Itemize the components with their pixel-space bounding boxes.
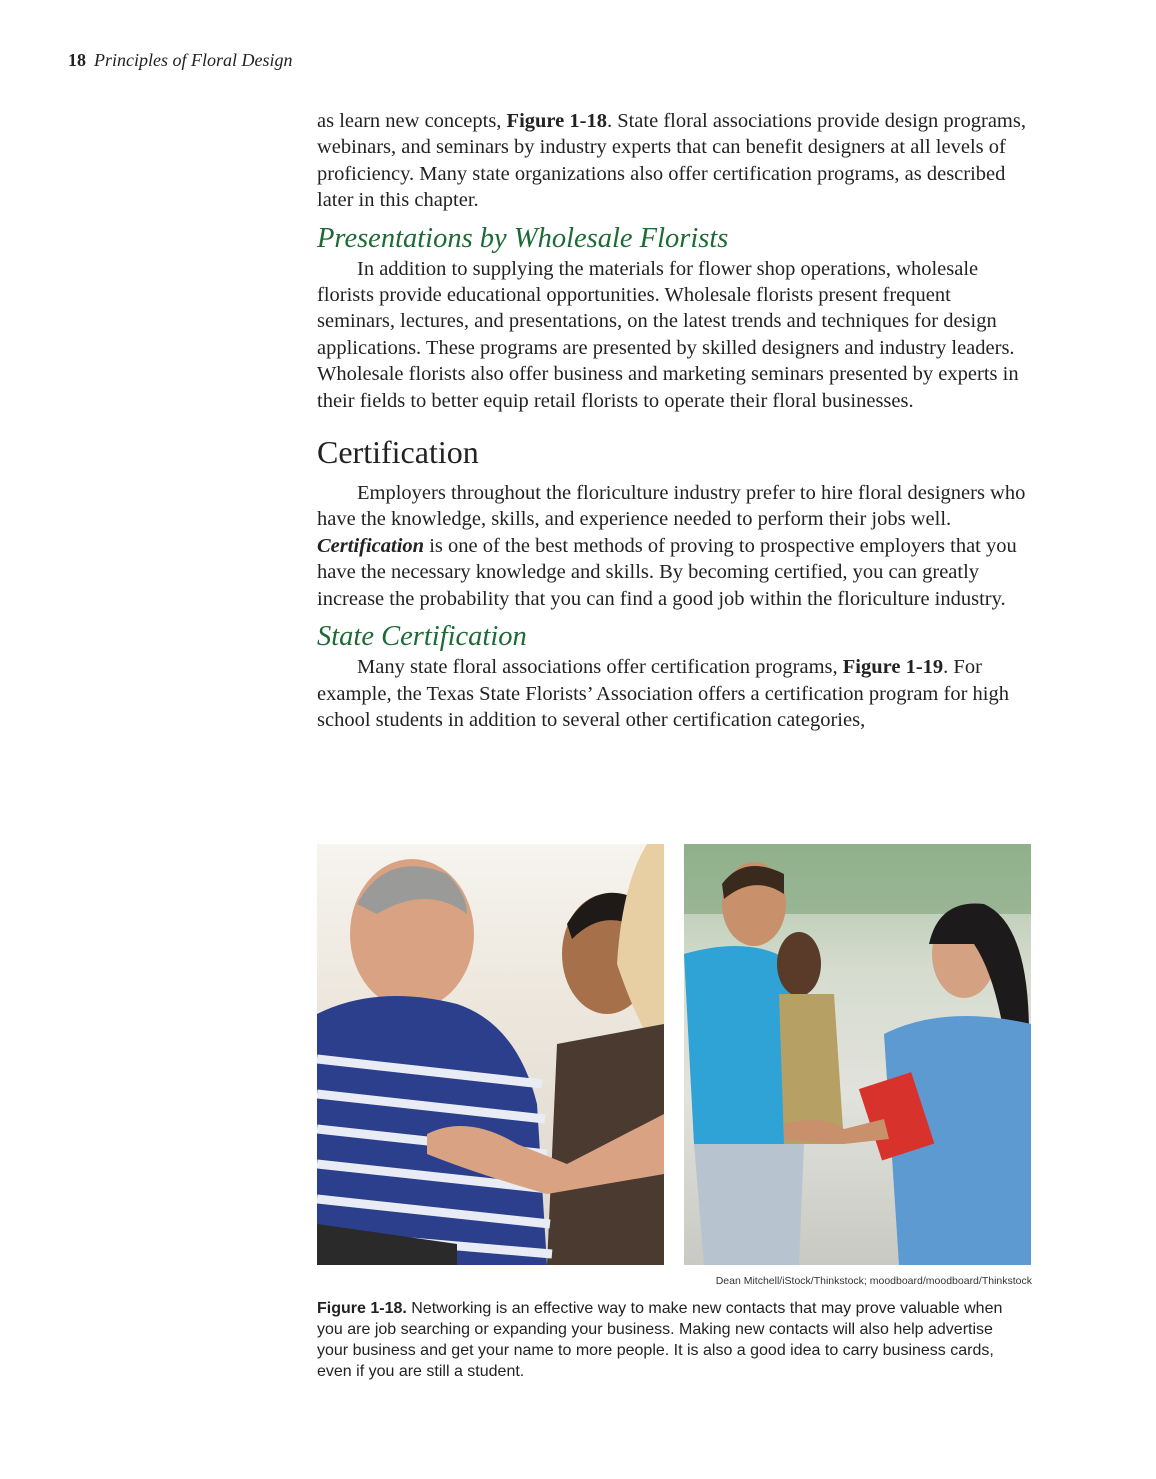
page-number: 18 xyxy=(68,50,86,70)
running-head xyxy=(68,50,292,71)
text: Many state floral associations offer certification programs, xyxy=(357,656,843,679)
book-title: Principles of Floral Design xyxy=(94,50,293,70)
figure-caption xyxy=(317,1298,1017,1382)
intro-paragraph xyxy=(317,108,1033,214)
certification-paragraph xyxy=(317,480,1033,612)
text: as learn new concepts, xyxy=(317,110,507,132)
text: . State floral associations provide design programs, webinars, and seminars by industry experts that can benefit designers at all levels of proficiency. Many state organizations also offer certification programs, as described later in this chapter. xyxy=(317,110,1026,212)
text: . For example, the Texas State Florists’ Association offers a certification program for high school students in addition to several other certification categories, xyxy=(317,656,1009,731)
section-heading-certification: Certification xyxy=(317,434,479,471)
photo-credit: Dean Mitchell/iStock/Thinkstock; moodboard/moodboard/Thinkstock xyxy=(715,1275,1032,1287)
wholesale-paragraph: In addition to supplying the materials for flower shop operations, wholesale florists provide educational opportunities. Wholesale florists present frequent seminars, lectures, and presentations, on the latest trends and techniques for design applications. These programs are presented by skilled designers and industry leaders. Wholesale florists also offer business and marketing seminars presented by experts in their fields to better equip retail florists to operate their floral businesses. xyxy=(317,257,1019,412)
caption-text: Networking is an effective way to make new contacts that may prove valuable when you are job searching or expanding your business. Making new contacts will also help advertise your business and get your name to more people. It is also a good idea to carry business cards, even if you are still a student. xyxy=(317,1300,1003,1380)
subheading-wholesale: Presentations by Wholesale Florists xyxy=(317,222,729,254)
figure-reference: Figure 1-18 xyxy=(506,110,607,132)
state-paragraph xyxy=(317,654,1033,733)
text-column xyxy=(317,108,1033,733)
text: Employers throughout the floriculture industry prefer to hire floral designers who have the knowledge, skills, and experience needed to perform their jobs well. xyxy=(317,482,1026,531)
key-term: Certification xyxy=(317,534,425,557)
figure-label: Figure 1-18. xyxy=(317,1300,407,1317)
figure-reference: Figure 1-19 xyxy=(842,656,944,679)
photo-handshake-men xyxy=(317,844,664,1265)
photo-handshake-students xyxy=(684,844,1031,1265)
text: is one of the best methods of proving to prospective employers that you have the necessary knowledge and skills. By becoming certified, you can greatly increase the probability that you can find a good job within the floriculture industry. xyxy=(317,534,1017,610)
subheading-state-certification: State Certification xyxy=(317,621,527,653)
